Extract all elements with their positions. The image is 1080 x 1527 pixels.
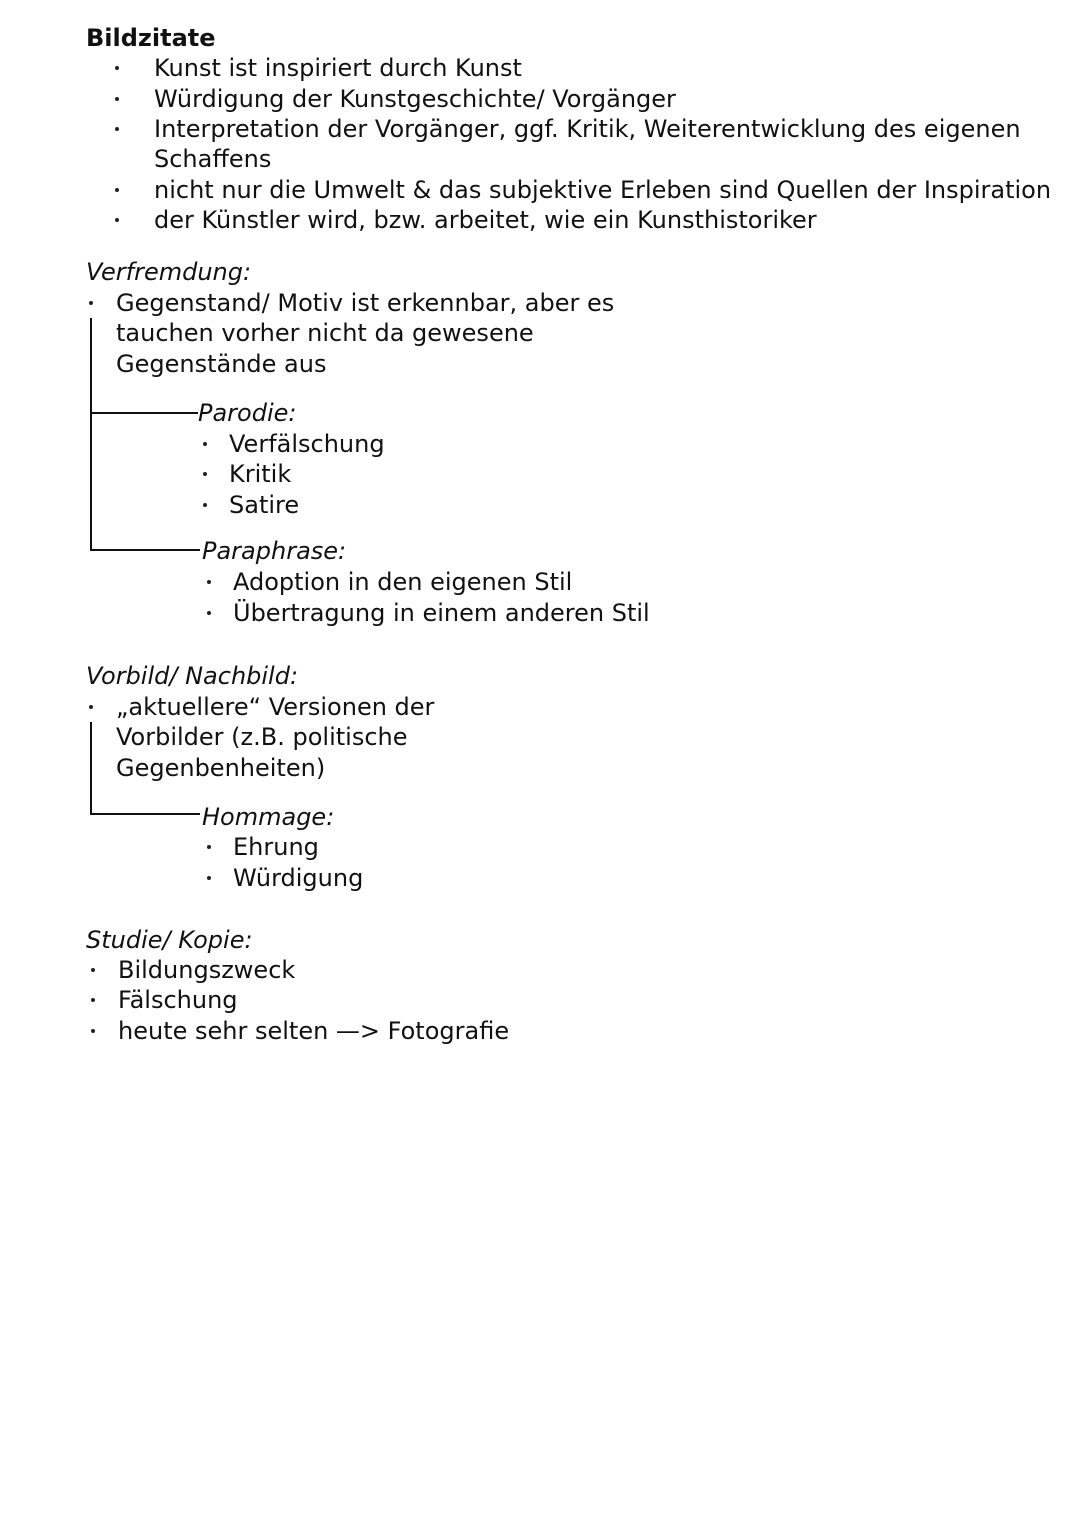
bildzitate-item: Kunst ist inspiriert durch Kunst xyxy=(154,54,522,82)
bullet-dot xyxy=(91,1029,95,1033)
verfremdung-line: tauchen vorher nicht da gewesene xyxy=(116,319,534,347)
bullet-dot xyxy=(203,503,207,507)
tree-vertical-line xyxy=(90,318,92,551)
studie-item: Fälschung xyxy=(118,986,238,1014)
bullet-dot xyxy=(207,580,211,584)
bildzitate-item: der Künstler wird, bzw. arbeitet, wie ein Kunsthistoriker xyxy=(154,206,817,234)
hommage-heading: Hommage: xyxy=(202,803,335,831)
studie-item: Bildungszweck xyxy=(118,956,296,984)
bullet-dot xyxy=(89,301,93,305)
parodie-item: Kritik xyxy=(229,460,292,488)
tree-vertical-line xyxy=(90,722,92,815)
bullet-dot xyxy=(115,188,119,192)
bullet-dot xyxy=(203,442,207,446)
bullet-dot xyxy=(115,97,119,101)
vorbild-line: Gegenbenheiten) xyxy=(116,754,326,782)
bildzitate-item: Interpretation der Vorgänger, ggf. Kritik, Weiterentwicklung des eigenen xyxy=(154,115,1021,143)
parodie-heading: Parodie: xyxy=(198,399,297,427)
verfremdung-heading: Verfremdung: xyxy=(86,258,252,286)
tree-branch-line-parodie xyxy=(90,412,198,414)
parodie-item: Satire xyxy=(229,491,300,519)
hommage-item: Ehrung xyxy=(233,833,319,861)
bildzitate-item: nicht nur die Umwelt & das subjektive Erleben sind Quellen der Inspiration xyxy=(154,176,1052,204)
bildzitate-item-continued: Schaffens xyxy=(154,145,272,173)
bullet-dot xyxy=(115,218,119,222)
vorbild-line: Vorbilder (z.B. politische xyxy=(116,723,408,751)
parodie-item: Verfälschung xyxy=(229,430,385,458)
hommage-item: Würdigung xyxy=(233,864,364,892)
bildzitate-item: Würdigung der Kunstgeschichte/ Vorgänger xyxy=(154,85,676,113)
verfremdung-line: Gegenstände aus xyxy=(116,350,327,378)
bullet-dot xyxy=(207,845,211,849)
vorbild-line: „aktuellere“ Versionen der xyxy=(116,693,435,721)
studie-item: heute sehr selten —> Fotografie xyxy=(118,1017,510,1045)
bullet-dot xyxy=(207,611,211,615)
studie-heading: Studie/ Kopie: xyxy=(86,926,253,954)
bullet-dot xyxy=(91,968,95,972)
bullet-dot xyxy=(115,127,119,131)
paraphrase-item: Adoption in den eigenen Stil xyxy=(233,568,573,596)
bildzitate-heading: Bildzitate xyxy=(86,24,216,52)
vorbild-heading: Vorbild/ Nachbild: xyxy=(86,662,299,690)
paraphrase-heading: Paraphrase: xyxy=(202,537,347,565)
paraphrase-item: Übertragung in einem anderen Stil xyxy=(233,599,650,627)
bullet-dot xyxy=(91,998,95,1002)
bullet-dot xyxy=(207,876,211,880)
verfremdung-line: Gegenstand/ Motiv ist erkennbar, aber es xyxy=(116,289,615,317)
bullet-dot xyxy=(89,705,93,709)
bullet-dot xyxy=(203,472,207,476)
tree-branch-line-paraphrase xyxy=(90,549,200,551)
tree-branch-line-hommage xyxy=(90,813,200,815)
bullet-dot xyxy=(115,66,119,70)
